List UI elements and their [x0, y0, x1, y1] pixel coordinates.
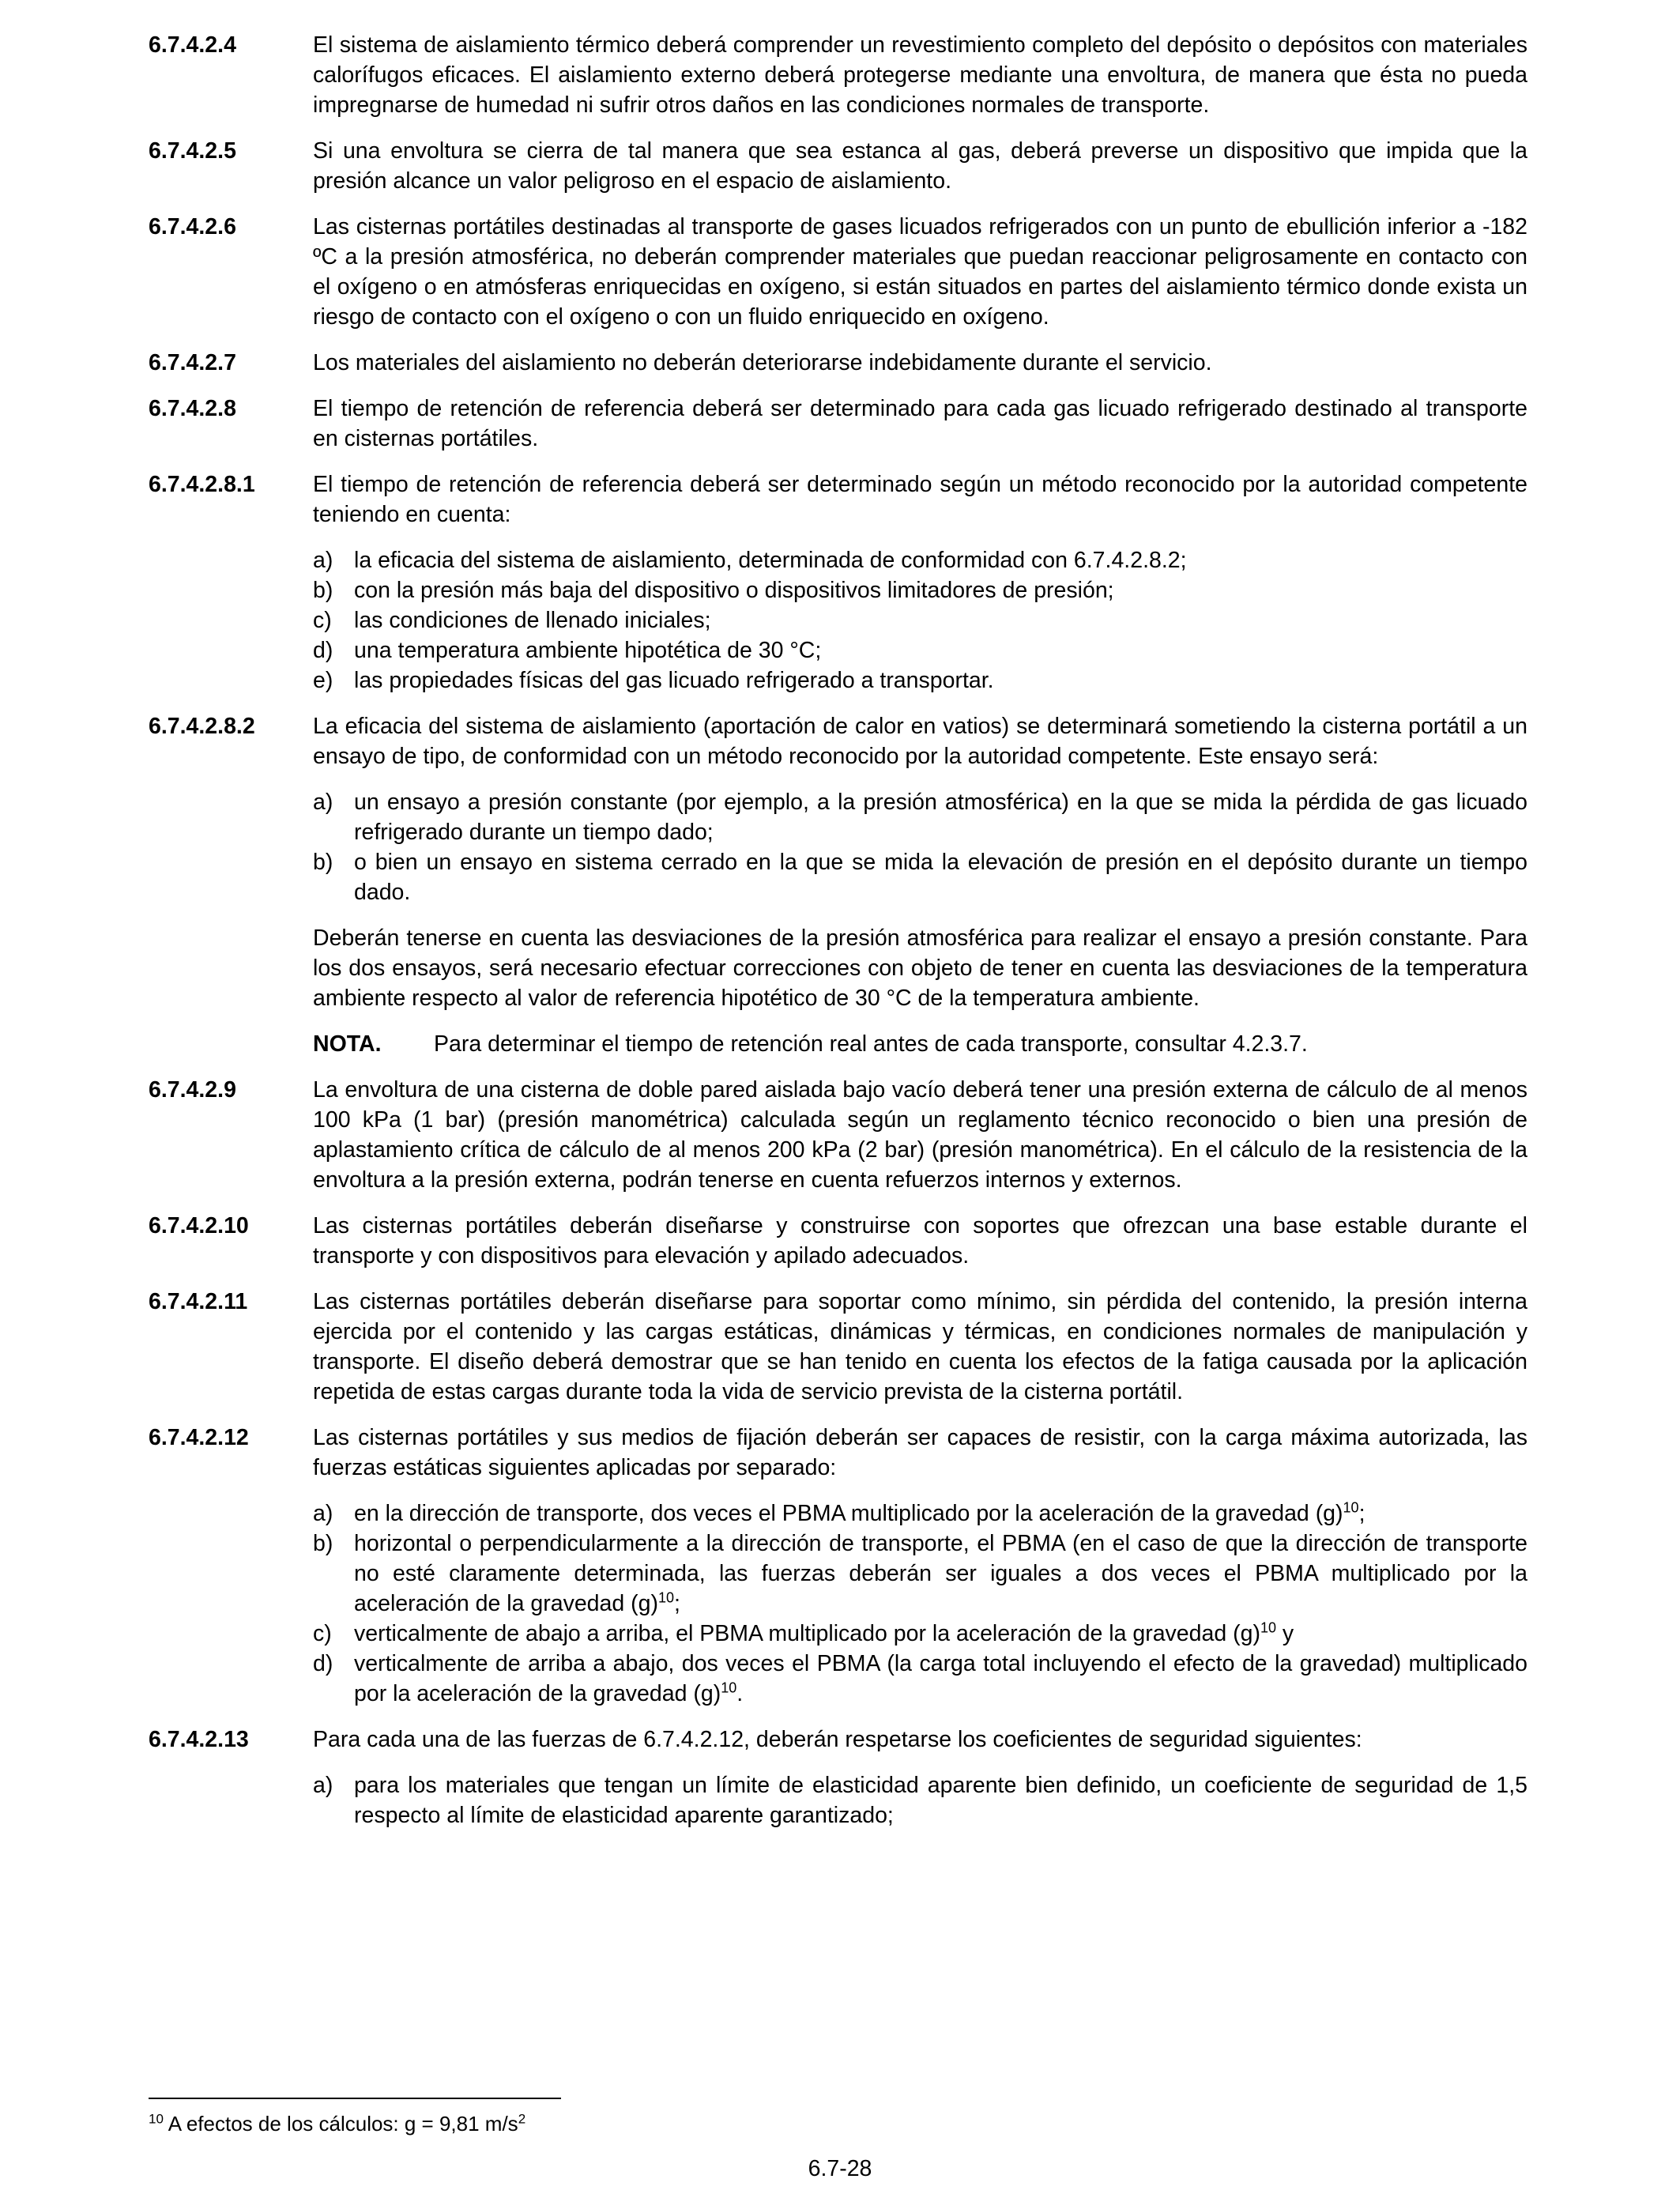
list-item-text: [354, 787, 1527, 847]
list-item: [313, 1529, 1527, 1619]
section-text: Las cisternas portátiles y sus medios de fijación deberán ser capaces de resistir, con la carga máxima autorizada, las fuerzas estáticas siguientes aplicadas por separado:: [313, 1425, 1527, 1480]
list-item-body: en la dirección de transporte, dos veces el PBMA multiplicado por la aceleración de la gravedad (g): [354, 1501, 1343, 1526]
section-number: 6.7.4.2.13: [149, 1727, 249, 1752]
section-body: [313, 711, 1527, 1059]
section-text: Para cada una de las fuerzas de 6.7.4.2.12, deberán respetarse los coeficientes de seguridad siguientes:: [313, 1727, 1362, 1752]
list-item-body: verticalmente de abajo a arriba, el PBMA multiplicado por la aceleración de la gravedad (g): [354, 1621, 1260, 1646]
section-paragraph: [149, 136, 1527, 196]
list-item-text: [354, 1498, 1527, 1529]
section-text: Si una envoltura se cierra de tal manera que sea estanca al gas, deberá preverse un dispositivo que impida que la presión alcance un valor peligroso en el espacio de aislamiento.: [313, 138, 1527, 194]
list-item-label: e): [313, 668, 333, 693]
list-item: [313, 847, 1527, 907]
section-paragraph: [149, 348, 1527, 378]
list-item-body: con la presión más baja del dispositivo o dispositivos limitadores de presión;: [354, 578, 1114, 603]
section-paragraph: [149, 1075, 1527, 1195]
list-item-text: [354, 1529, 1527, 1619]
section-number: 6.7.4.2.8: [149, 396, 236, 421]
footnote-text: A efectos de los cálculos: g = 9,81 m/s: [163, 2112, 518, 2136]
list-item-label: a): [313, 1773, 333, 1798]
section-text: El tiempo de retención de referencia deberá ser determinado según un método reconocido por la autoridad competente teniendo en cuenta:: [313, 472, 1527, 527]
list-item-label: a): [313, 548, 333, 573]
list-item: [313, 787, 1527, 847]
footnote-reference: 10: [721, 1679, 737, 1696]
list-item: [313, 1619, 1527, 1649]
list-item-label: b): [313, 1531, 333, 1556]
list-item: [313, 545, 1527, 575]
section-number: 6.7.4.2.11: [149, 1289, 248, 1314]
section-body: [313, 394, 1527, 454]
section-body: [313, 469, 1527, 696]
list-item-label: c): [313, 1621, 332, 1646]
section-number: 6.7.4.2.7: [149, 350, 236, 375]
section-body: [313, 1423, 1527, 1709]
section-text-continued: Deberán tenerse en cuenta las desviaciones de la presión atmosférica para realizar el ensayo a presión constante. Para los dos ensayos, será necesario efectuar correcciones con objeto de tener en cuenta las desviaciones de la temperatura ambiente respecto al valor de referencia hipotético de 30 °C de la temperatura ambiente.: [313, 925, 1527, 1011]
section-text: El sistema de aislamiento térmico deberá comprender un revestimiento completo del depósito o depósitos con materiales calorífugos eficaces. El aislamiento externo deberá protegerse mediante una envoltura, de manera que ésta no pueda impregnarse de humedad ni sufrir otros daños en las condiciones normales de transporte.: [313, 32, 1527, 118]
list-item: [313, 1498, 1527, 1529]
section-text: Las cisternas portátiles deberán diseñarse para soportar como mínimo, sin pérdida del contenido, la presión interna ejercida por el contenido y las cargas estáticas, dinámicas y térmicas, en condiciones normales de manipulación y transporte. El diseño deberá demostrar que se han tenido en cuenta los efectos de la fatiga causada por la aplicación repetida de estas cargas durante toda la vida de servicio prevista de la cisterna portátil.: [313, 1289, 1527, 1404]
list-item-label: c): [313, 608, 332, 633]
document-body: [149, 30, 1527, 1846]
section-paragraph: [149, 711, 1527, 1059]
list-item-body: horizontal o perpendicularmente a la dirección de transporte, el PBMA (en el caso de que la dirección de transporte no esté claramente determinada, las fuerzas deberán ser iguales a dos veces el PBMA multiplicado por la aceleración de la gravedad (g): [354, 1531, 1527, 1616]
list-item-text: [354, 847, 1527, 907]
section-body: [313, 1287, 1527, 1407]
item-list: [313, 545, 1527, 696]
list-item-body: para los materiales que tengan un límite de elasticidad aparente bien definido, un coeficiente de seguridad de 1,5 respecto al límite de elasticidad aparente garantizado;: [354, 1773, 1527, 1828]
list-item-label: d): [313, 1651, 333, 1676]
section-text: Las cisternas portátiles deberán diseñarse y construirse con soportes que ofrezcan una base estable durante el transporte y con dispositivos para elevación y apilado adecuados.: [313, 1213, 1527, 1269]
item-list: [313, 787, 1527, 907]
section-text: La envoltura de una cisterna de doble pared aislada bajo vacío deberá tener una presión externa de cálculo de al menos 100 kPa (1 bar) (presión manométrica) calculada según un reglamento técnico reconocido o bien una presión de aplastamiento crítica de cálculo de al menos 200 kPa (2 bar) (presión manométrica). En el cálculo de la resistencia de la envoltura a la presión externa, podrán tenerse en cuenta refuerzos internos y externos.: [313, 1077, 1527, 1193]
list-item: [313, 605, 1527, 635]
list-item: [313, 635, 1527, 665]
section-paragraph: [149, 394, 1527, 454]
item-list: [313, 1770, 1527, 1830]
section-body: [313, 1211, 1527, 1271]
list-item-label: a): [313, 790, 333, 815]
section-paragraph: [149, 30, 1527, 120]
section-paragraph: [149, 1287, 1527, 1407]
list-item-text: [354, 605, 1527, 635]
list-item-text: [354, 575, 1527, 605]
list-item-label: a): [313, 1501, 333, 1526]
list-item-text: [354, 545, 1527, 575]
note-text: Para determinar el tiempo de retención real antes de cada transporte, consultar 4.2.3.7.: [434, 1031, 1308, 1057]
list-item-body: las propiedades físicas del gas licuado refrigerado a transportar.: [354, 668, 994, 693]
footnote: [149, 2110, 525, 2137]
page-number: 6.7-28: [808, 2156, 872, 2181]
list-item-text: [354, 635, 1527, 665]
section-body: [313, 212, 1527, 332]
list-item-body: las condiciones de llenado iniciales;: [354, 608, 711, 633]
list-item-tail: .: [736, 1681, 744, 1706]
section-number: 6.7.4.2.12: [149, 1425, 249, 1450]
item-list: [313, 1498, 1527, 1709]
section-number: 6.7.4.2.8.2: [149, 714, 255, 739]
section-body: [313, 30, 1527, 120]
footnote-separator: [149, 2098, 561, 2099]
section-number: 6.7.4.2.5: [149, 138, 236, 164]
section-number: 6.7.4.2.9: [149, 1077, 236, 1103]
list-item: [313, 665, 1527, 696]
footnote-exponent: 2: [518, 2111, 526, 2127]
list-item-body: la eficacia del sistema de aislamiento, determinada de conformidad con 6.7.4.2.8.2;: [354, 548, 1187, 573]
section-number: 6.7.4.2.6: [149, 214, 236, 239]
list-item-text: [354, 1649, 1527, 1709]
list-item-body: un ensayo a presión constante (por ejemplo, a la presión atmosférica) en la que se mida la pérdida de gas licuado refrigerado durante un tiempo dado;: [354, 790, 1527, 845]
list-item: [313, 575, 1527, 605]
list-item-text: [354, 1619, 1527, 1649]
section-body: [313, 1725, 1527, 1830]
section-body: [313, 136, 1527, 196]
section-body: [313, 348, 1527, 378]
list-item: [313, 1649, 1527, 1709]
list-item-label: b): [313, 578, 333, 603]
section-text: El tiempo de retención de referencia deberá ser determinado para cada gas licuado refrigerado destinado al transporte en cisternas portátiles.: [313, 396, 1527, 451]
footnote-reference: 10: [1343, 1499, 1359, 1516]
list-item-label: b): [313, 850, 333, 875]
list-item: [313, 1770, 1527, 1830]
list-item-text: [354, 665, 1527, 696]
list-item-tail: ;: [1358, 1501, 1365, 1526]
section-number: 6.7.4.2.4: [149, 32, 236, 58]
list-item-body: o bien un ensayo en sistema cerrado en la que se mida la elevación de presión en el depósito durante un tiempo dado.: [354, 850, 1527, 905]
section-body: [313, 1075, 1527, 1195]
section-paragraph: [149, 1423, 1527, 1709]
list-item-label: d): [313, 638, 333, 663]
note: [313, 1029, 1527, 1059]
section-text: Las cisternas portátiles destinadas al transporte de gases licuados refrigerados con un punto de ebullición inferior a -182 ºC a la presión atmosférica, no deberán comprender materiales que puedan reaccionar peligrosamente en contacto con el oxígeno o en atmósferas enriquecidas en oxígeno, si están situados en partes del aislamiento térmico donde exista un riesgo de contacto con el oxígeno o con un fluido enriquecido en oxígeno.: [313, 214, 1527, 330]
section-paragraph: [149, 1725, 1527, 1830]
footnote-reference: 10: [1260, 1619, 1276, 1636]
footnote-reference: 10: [658, 1589, 675, 1606]
list-item-text: [354, 1770, 1527, 1830]
list-item-tail: y: [1276, 1621, 1294, 1646]
section-text: Los materiales del aislamiento no deberán deteriorarse indebidamente durante el servicio.: [313, 350, 1212, 375]
list-item-body: una temperatura ambiente hipotética de 30 °C;: [354, 638, 822, 663]
section-paragraph: [149, 212, 1527, 332]
section-text: La eficacia del sistema de aislamiento (aportación de calor en vatios) se determinará sometiendo la cisterna portátil a un ensayo de tipo, de conformidad con un método reconocido por la autoridad competente. Este ensayo será:: [313, 714, 1527, 769]
note-label: NOTA.: [313, 1031, 382, 1057]
section-paragraph: [149, 469, 1527, 696]
section-paragraph: [149, 1211, 1527, 1271]
footnote-mark: 10: [149, 2111, 164, 2127]
list-item-body: verticalmente de arriba a abajo, dos veces el PBMA (la carga total incluyendo el efecto de la gravedad) multiplicado por la aceleración de la gravedad (g): [354, 1651, 1527, 1706]
section-number: 6.7.4.2.8.1: [149, 472, 255, 497]
list-item-tail: ;: [674, 1591, 680, 1616]
section-number: 6.7.4.2.10: [149, 1213, 249, 1238]
